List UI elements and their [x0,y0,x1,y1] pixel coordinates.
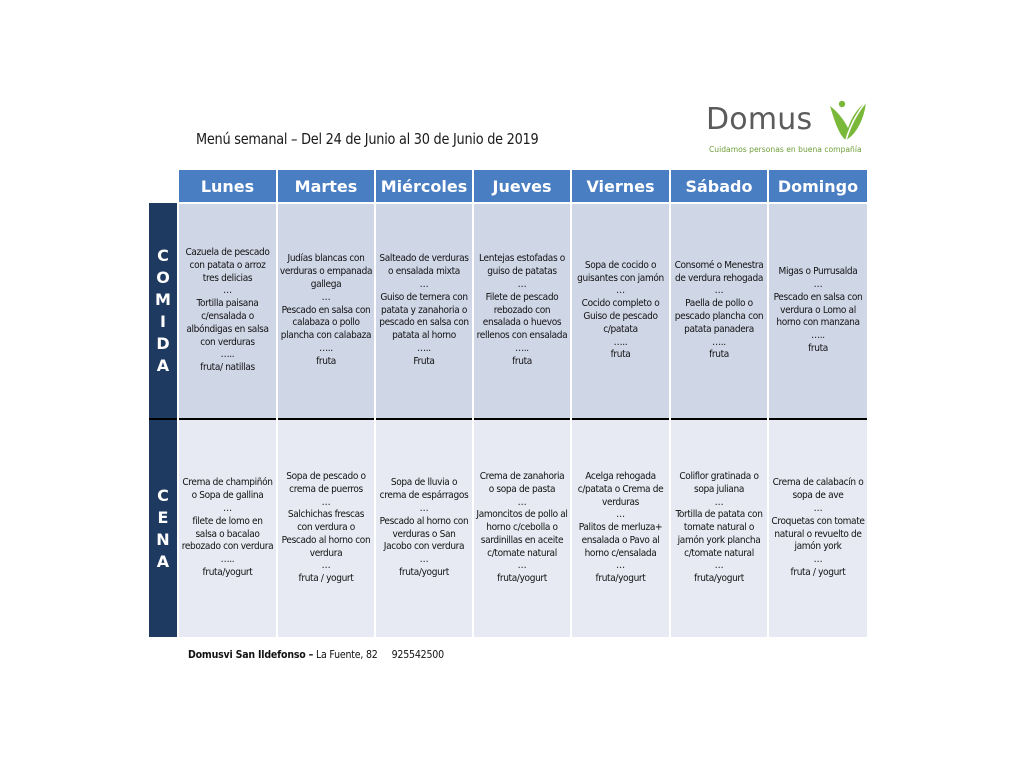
leaf-v-icon [822,96,872,144]
day-header-sabado: Sábado [670,170,768,203]
cena-cell-viernes: Acelga rehogada c/patata o Crema de verduras … Palitos de merluza+ ensalada o Pavo al horno c/ensalada … fruta/yogurt [571,419,670,637]
days-header-row [149,170,867,203]
header-corner [149,170,178,203]
day-header-martes: Martes [277,170,375,203]
comida-cell-domingo: Migas o Purrusalda … Pescado en salsa con verdura o Lomo al horno con manzana ….. fruta [768,203,867,419]
weekly-menu-table [149,170,867,637]
footer-contact [188,649,444,661]
footer-address: La Fuente, 82 [315,649,378,661]
comida-label [149,203,178,419]
comida-row [149,203,867,419]
logo-wordmark: Domus [706,102,813,137]
day-header-jueves: Jueves [473,170,571,203]
cena-cell-miercoles: Sopa de lluvia o crema de espárragos … Pescado al horno con verduras o San Jacobo con verdura … fruta/yogurt [375,419,473,637]
footer-phone: 925542500 [391,649,444,661]
comida-cell-martes: Judías blancas con verduras o empanada gallega … Pescado en salsa con calabaza o pollo plancha con calabaza ….. fruta [277,203,375,419]
cena-cell-lunes: Crema de champiñón o Sopa de gallina … filete de lomo en salsa o bacalao rebozado con verdura ….. fruta/yogurt [178,419,277,637]
comida-label-text: C O M I D A [155,245,171,375]
comida-cell-jueves: Lentejas estofadas o guiso de patatas … Filete de pescado rebozado con ensalada o huevos rellenos con ensalada ….. fruta [473,203,571,419]
cena-label [149,419,178,637]
comida-cell-sabado: Consomé o Menestra de verdura rehogada … Paella de pollo o pescado plancha con patata panadera ….. fruta [670,203,768,419]
cena-label-text: C E N A [156,485,170,571]
cena-cell-domingo: Crema de calabacín o sopa de ave … Croquetas con tomate natural o revuelto de jamón york … fruta / yogurt [768,419,867,637]
cena-cell-jueves: Crema de zanahoria o sopa de pasta … Jamoncitos de pollo al horno c/cebolla o sardinillas en aceite c/tomate natural … fruta/yogurt [473,419,571,637]
comida-cell-viernes: Sopa de cocido o guisantes con jamón … Cocido completo o Guiso de pescado c/patata ….. fruta [571,203,670,419]
comida-cell-lunes: Cazuela de pescado con patata o arroz tres delicias … Tortilla paisana c/ensalada o albóndigas en salsa con verduras ….. fruta/ natillas [178,203,277,419]
day-header-domingo: Domingo [768,170,867,203]
menu-title: Menú semanal – Del 24 de Junio al 30 de Junio de 2019 [196,130,539,148]
logo-tagline: Cuidamos personas en buena compañía [709,145,862,154]
day-header-miercoles: Miércoles [375,170,473,203]
day-header-lunes: Lunes [178,170,277,203]
domusvi-logo [706,96,876,158]
day-header-viernes: Viernes [571,170,670,203]
cena-cell-martes: Sopa de pescado o crema de puerros … Salchichas frescas con verdura o Pescado al horno con verdura … fruta / yogurt [277,419,375,637]
cena-cell-sabado: Coliflor gratinada o sopa juliana … Tortilla de patata con tomate natural o jamón york plancha c/tomate natural … fruta/yogurt [670,419,768,637]
cena-row [149,419,867,637]
comida-cell-miercoles: Salteado de verduras o ensalada mixta … Guiso de ternera con patata y zanahoria o pescado en salsa con patata al horno ….. Fruta [375,203,473,419]
footer-name: Domusvi San Ildefonso – [188,649,314,661]
